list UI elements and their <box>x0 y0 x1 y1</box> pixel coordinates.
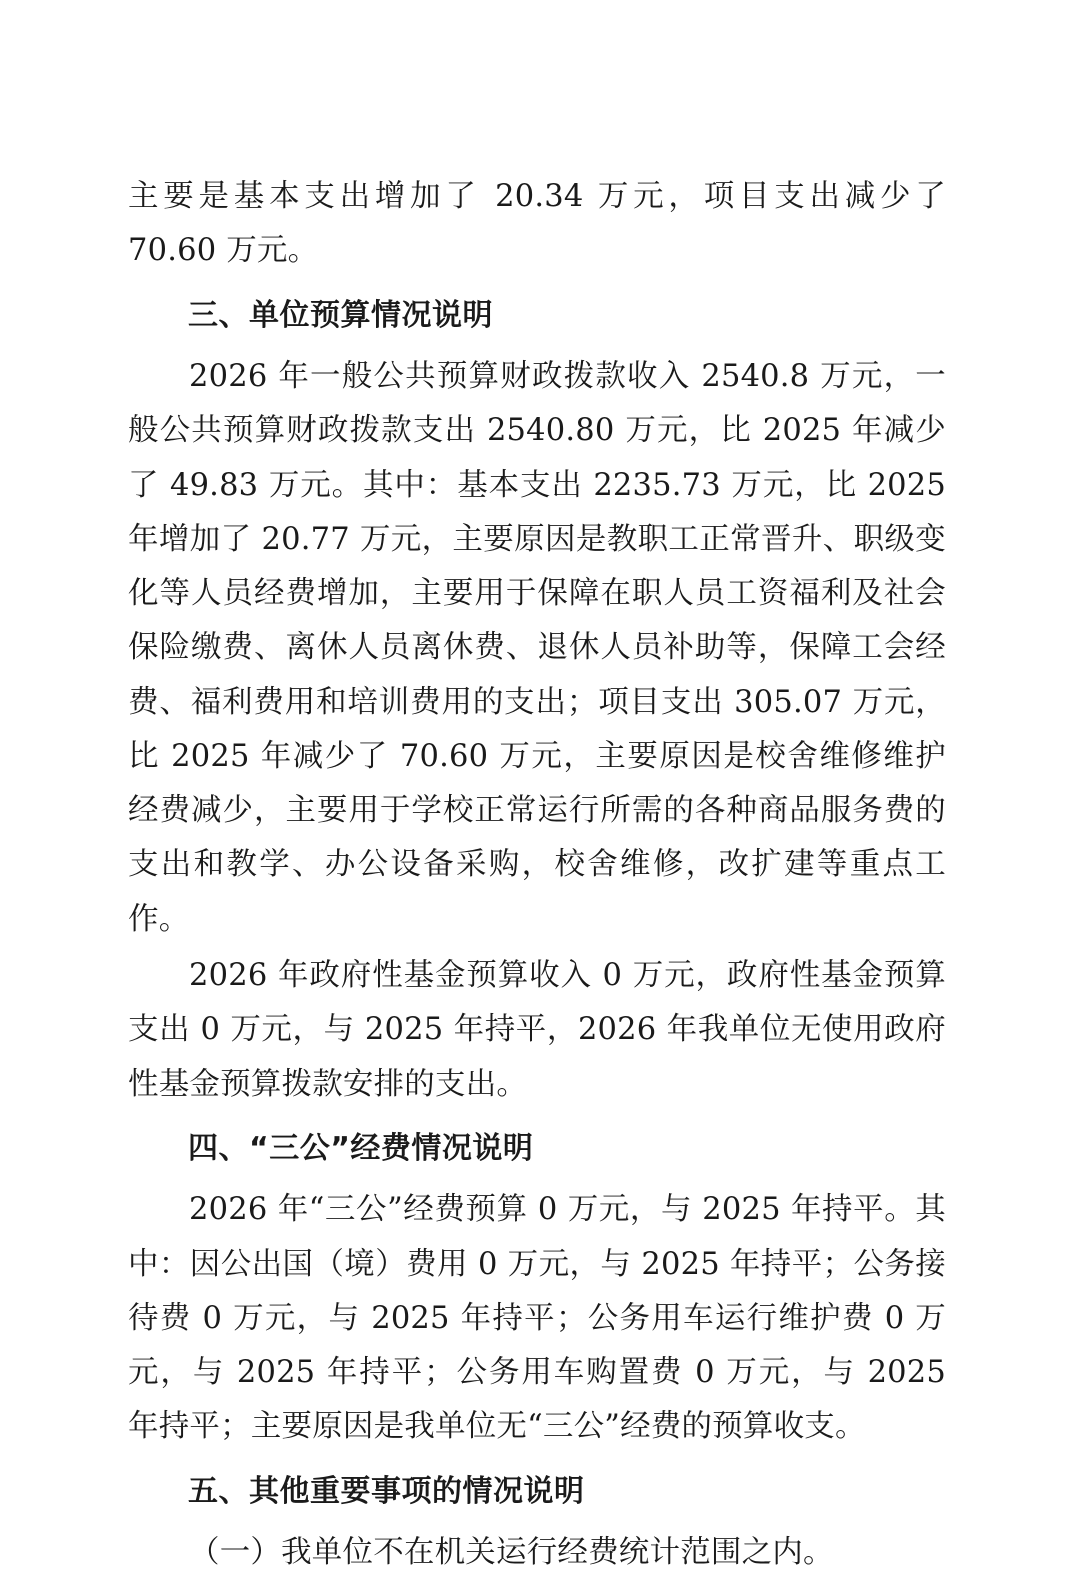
paragraph-other-item-one: （一）我单位不在机关运行经费统计范围之内。 <box>189 1535 834 1571</box>
document-body <box>128 170 946 1580</box>
section-heading-three: 三、单位预算情况说明 <box>188 297 493 333</box>
section-heading-five: 五、其他重要事项的情况说明 <box>188 1473 585 1509</box>
section-heading-four: 四、“三公”经费情况说明 <box>188 1130 534 1166</box>
paragraph-budget-general: 2026 年一般公共预算财政拨款收入 2540.8 万元，一般公共预算财政拨款支出 2540.80 万元，比 2025 年减少了 49.83 万元。其中：基本支出 2235.73 万元，比 2025 年增加了 20.77 万元，主要原因是教职工正常晋升、职级变化等人员经费增加，主要用于保障在职人员工资福利及社会保险缴费、离休人员离休费、退休人员补助等，保障工会经费、福利费用和培训费用的支出；项目支出 305.07 万元，比 2025 年减少了 70.60 万元，主要原因是校舍维修维护经费减少，主要用于学校正常运行所需的各种商品服务费的支出和教学、办公设备采购，校舍维修，改扩建等重点工作。 <box>128 358 946 937</box>
paragraph-continued: 主要是基本支出增加了 20.34 万元，项目支出减少了 70.60 万元。 <box>128 179 946 269</box>
paragraph-sangong-expenses: 2026 年“三公”经费预算 0 万元，与 2025 年持平。其中：因公出国（境）费用 0 万元，与 2025 年持平；公务接待费 0 万元，与 2025 年持平；公务用车运行维护费 0 万元，与 2025 年持平；公务用车购置费 0 万元，与 2025 年持平；主要原因是我单位无“三公”经费的预算收支。 <box>128 1192 946 1445</box>
paragraph-budget-government-fund: 2026 年政府性基金预算收入 0 万元，政府性基金预算支出 0 万元，与 2025 年持平，2026 年我单位无使用政府性基金预算拨款安排的支出。 <box>128 958 946 1102</box>
